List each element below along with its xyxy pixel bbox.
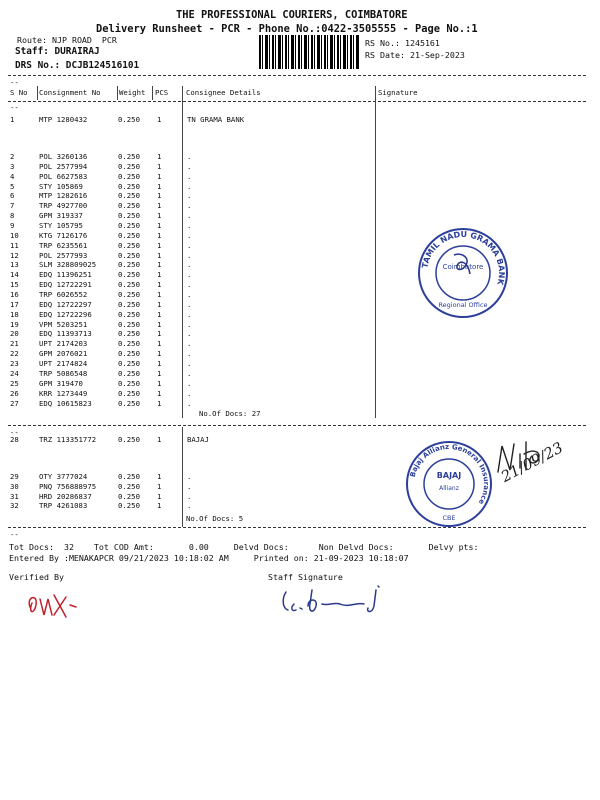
- row-consignment-no: UPT 2174203: [39, 339, 88, 349]
- row-sno: 31: [10, 491, 19, 501]
- consignee-dot: .: [187, 171, 192, 181]
- dash-mark: --: [10, 428, 19, 437]
- table-row: [0, 201, 600, 210]
- row-pcs: 1: [157, 230, 162, 240]
- row-consignment-no: EDQ 11393713: [39, 329, 92, 339]
- row-pcs: 1: [157, 161, 162, 171]
- row-pcs: 1: [157, 290, 162, 300]
- row-weight: 0.250: [118, 260, 140, 270]
- row-consignment-no: KTG 7126176: [39, 230, 88, 240]
- divider: [8, 425, 586, 426]
- row-consignment-no: STY 105869: [39, 181, 83, 191]
- divider: [8, 527, 586, 528]
- row-sno: 2: [10, 152, 15, 161]
- row-consignment-no: TRP 6026552: [39, 290, 88, 300]
- consignee-dot: .: [187, 388, 192, 398]
- col-sno: S No: [10, 88, 28, 97]
- row-consignment-no: EDQ 12722297: [39, 299, 92, 309]
- row-weight: 0.250: [118, 491, 140, 501]
- row-weight: 0.250: [118, 435, 140, 444]
- row-sno: 4: [10, 171, 15, 181]
- row-pcs: 1: [157, 260, 162, 270]
- col-consignment: Consignment No: [39, 88, 101, 97]
- row-pcs: 1: [157, 349, 162, 359]
- row-pcs: 1: [157, 171, 162, 181]
- row-sno: 26: [10, 388, 19, 398]
- row-weight: 0.250: [118, 230, 140, 240]
- row-consignment-no: UPT 2174824: [39, 359, 88, 369]
- row-consignment-no: TRP 4261083: [39, 501, 88, 511]
- consignee-dot: .: [187, 491, 192, 501]
- table-row: [0, 115, 600, 124]
- row-sno: 19: [10, 319, 19, 329]
- row-sno: 14: [10, 270, 19, 280]
- row-sno: 24: [10, 368, 19, 378]
- row-consignment-no: MTP 1280432: [39, 115, 88, 124]
- col-pcs: PCS: [155, 88, 169, 97]
- row-weight: 0.250: [118, 368, 140, 378]
- row-pcs: 1: [157, 359, 162, 369]
- col-rule: [37, 86, 38, 100]
- row-weight: 0.250: [118, 388, 140, 398]
- row-weight: 0.250: [118, 501, 140, 511]
- row-pcs: 1: [157, 115, 162, 124]
- bajaj-stamp: [403, 438, 495, 530]
- row-weight: 0.250: [118, 191, 140, 201]
- divider: [8, 75, 586, 76]
- row-sno: 3: [10, 161, 15, 171]
- row-sno: 29: [10, 472, 19, 481]
- row-consignment-no: TRP 4927700: [39, 201, 88, 211]
- row-consignment-no: GPM 319470: [39, 378, 83, 388]
- row-sno: 28: [10, 435, 19, 444]
- col-signature: Signature: [378, 88, 418, 97]
- barcode: [259, 35, 359, 69]
- table-row: [0, 162, 600, 171]
- row-pcs: 1: [157, 270, 162, 280]
- row-weight: 0.250: [118, 201, 140, 211]
- row-consignment-no: POL 6627583: [39, 171, 88, 181]
- row-weight: 0.250: [118, 378, 140, 388]
- row-weight: 0.250: [118, 270, 140, 280]
- row-consignment-no: OTY 3777024: [39, 472, 88, 481]
- staff-signature-label: Staff Signature: [268, 572, 343, 582]
- row-consignment-no: PNQ 756888975: [39, 481, 97, 491]
- row-sno: 23: [10, 359, 19, 369]
- row-weight: 0.250: [118, 240, 140, 250]
- consignee-name: TN GRAMA BANK: [187, 115, 245, 124]
- row-consignment-no: POL 3260136: [39, 152, 88, 161]
- row-consignment-no: STY 105795: [39, 221, 83, 231]
- consignee-dot: .: [187, 359, 192, 369]
- stamp-sub-text: Allianz: [439, 485, 459, 492]
- consignee-dot: .: [187, 472, 192, 481]
- dash-mark: --: [10, 103, 19, 112]
- entered-by: Entered By :MENAKAPCR 09/21/2023 10:18:02 AM Printed on: 21-09-2023 10:18:07: [9, 553, 409, 563]
- row-pcs: 1: [157, 398, 162, 408]
- table-row: [0, 359, 600, 368]
- row-weight: 0.250: [118, 329, 140, 339]
- consignee-dot: .: [187, 152, 192, 161]
- row-pcs: 1: [157, 299, 162, 309]
- consignee-dot: .: [187, 398, 192, 408]
- row-pcs: 1: [157, 221, 162, 231]
- docs-count: No.Of Docs: 5: [186, 514, 244, 523]
- table-row: [0, 369, 600, 378]
- row-consignment-no: GPM 319337: [39, 211, 83, 221]
- row-sno: 25: [10, 378, 19, 388]
- consignee-dot: .: [187, 339, 192, 349]
- row-pcs: 1: [157, 329, 162, 339]
- row-weight: 0.250: [118, 115, 140, 124]
- row-pcs: 1: [157, 491, 162, 501]
- row-weight: 0.250: [118, 181, 140, 191]
- row-pcs: 1: [157, 435, 162, 444]
- row-pcs: 1: [157, 211, 162, 221]
- consignee-dot: .: [187, 221, 192, 231]
- table-row: [0, 389, 600, 398]
- consignee-dot: .: [187, 161, 192, 171]
- handwritten-date: 21/09/23: [498, 438, 566, 486]
- route-label: Route: NJP ROAD PCR: [17, 35, 117, 45]
- row-sno: 10: [10, 230, 19, 240]
- consignee-dot: .: [187, 501, 192, 511]
- consignee-dot: .: [187, 240, 192, 250]
- row-weight: 0.250: [118, 349, 140, 359]
- row-weight: 0.250: [118, 359, 140, 369]
- row-consignment-no: SLM 328809025: [39, 260, 97, 270]
- row-pcs: 1: [157, 481, 162, 491]
- col-rule: [152, 86, 153, 100]
- table-row: [0, 172, 600, 181]
- consignee-dot: .: [187, 309, 192, 319]
- row-pcs: 1: [157, 368, 162, 378]
- dash-mark: --: [10, 78, 19, 87]
- stamp-bottom-text: CBE: [442, 514, 456, 522]
- stamp-ring-text: Bajaj Allianz General Insurance: [408, 442, 491, 506]
- row-pcs: 1: [157, 319, 162, 329]
- document-subtitle: Delivery Runsheet - PCR - Phone No.:0422-3505555 - Page No.:1: [96, 23, 478, 35]
- row-pcs: 1: [157, 378, 162, 388]
- handwritten-mark: [448, 250, 478, 280]
- stamp-center-text: Coimbatore: [442, 263, 484, 271]
- row-weight: 0.250: [118, 221, 140, 231]
- row-weight: 0.250: [118, 319, 140, 329]
- row-consignment-no: HRD 20286837: [39, 491, 92, 501]
- row-pcs: 1: [157, 250, 162, 260]
- row-sno: 6: [10, 191, 15, 201]
- row-weight: 0.250: [118, 472, 140, 481]
- row-pcs: 1: [157, 339, 162, 349]
- row-sno: 32: [10, 501, 19, 511]
- consignee-dot: .: [187, 191, 192, 201]
- row-sno: 21: [10, 339, 19, 349]
- table-row: [0, 379, 600, 388]
- table-row: [0, 182, 600, 191]
- row-weight: 0.250: [118, 309, 140, 319]
- row-sno: 12: [10, 250, 19, 260]
- consignee-dot: .: [187, 329, 192, 339]
- col-consignee: Consignee Details: [186, 88, 261, 97]
- dash-mark: --: [10, 530, 19, 539]
- row-pcs: 1: [157, 388, 162, 398]
- row-pcs: 1: [157, 309, 162, 319]
- row-sno: 27: [10, 398, 19, 408]
- docs-count: No.Of Docs: 27: [199, 409, 261, 418]
- consignee-name: BAJAJ: [187, 435, 209, 444]
- consignee-dot: .: [187, 201, 192, 211]
- row-pcs: 1: [157, 181, 162, 191]
- row-weight: 0.250: [118, 152, 140, 161]
- consignee-dot: .: [187, 270, 192, 280]
- table-row: [0, 152, 600, 161]
- row-sno: 11: [10, 240, 19, 250]
- col-rule: [117, 86, 118, 100]
- rs-number: RS No.: 1245161: [365, 38, 440, 48]
- row-consignment-no: EDQ 10615823: [39, 398, 92, 408]
- row-consignment-no: EDQ 12722296: [39, 309, 92, 319]
- consignee-dot: .: [187, 290, 192, 300]
- row-pcs: 1: [157, 191, 162, 201]
- consignee-dot: .: [187, 211, 192, 221]
- table-row: [0, 329, 600, 338]
- row-sno: 18: [10, 309, 19, 319]
- row-sno: 30: [10, 481, 19, 491]
- consignee-dot: .: [187, 378, 192, 388]
- consignee-dot: .: [187, 250, 192, 260]
- stamp-center-text: BAJAJ: [436, 471, 462, 480]
- row-pcs: 1: [157, 280, 162, 290]
- consignee-dot: .: [187, 260, 192, 270]
- row-pcs: 1: [157, 201, 162, 211]
- row-sno: 9: [10, 221, 15, 231]
- consignee-dot: .: [187, 280, 192, 290]
- row-weight: 0.250: [118, 290, 140, 300]
- row-sno: 20: [10, 329, 19, 339]
- totals-line: Tot Docs: 32 Tot COD Amt: 0.00 Delvd Docs: Non Delvd Docs: Delvy pts:: [9, 542, 479, 552]
- stamp-bottom-text: Regional Office: [438, 301, 488, 309]
- consignee-dot: .: [187, 368, 192, 378]
- row-sno: 13: [10, 260, 19, 270]
- consignee-dot: .: [187, 319, 192, 329]
- row-weight: 0.250: [118, 280, 140, 290]
- row-consignment-no: VPM 5203251: [39, 319, 88, 329]
- table-row: [0, 399, 600, 408]
- consignee-dot: .: [187, 481, 192, 491]
- row-sno: 17: [10, 299, 19, 309]
- rs-date: RS Date: 21-Sep-2023: [365, 50, 465, 60]
- row-weight: 0.250: [118, 250, 140, 260]
- row-weight: 0.250: [118, 299, 140, 309]
- divider: [8, 101, 586, 102]
- row-consignment-no: KRR 1273449: [39, 388, 88, 398]
- row-pcs: 1: [157, 501, 162, 511]
- row-sno: 1: [10, 115, 15, 124]
- row-weight: 0.250: [118, 398, 140, 408]
- row-sno: 16: [10, 290, 19, 300]
- consignee-dot: .: [187, 349, 192, 359]
- row-consignment-no: EDQ 12722291: [39, 280, 92, 290]
- verified-by-label: Verified By: [9, 572, 64, 582]
- row-consignment-no: POL 2577994: [39, 161, 88, 171]
- table-row: [0, 211, 600, 220]
- row-weight: 0.250: [118, 161, 140, 171]
- table-row: [0, 349, 600, 358]
- row-consignment-no: GPM 2076021: [39, 349, 88, 359]
- row-weight: 0.250: [118, 211, 140, 221]
- consignee-dot: .: [187, 230, 192, 240]
- row-weight: 0.250: [118, 481, 140, 491]
- row-consignment-no: TRZ 113351772: [39, 435, 97, 444]
- row-sno: 5: [10, 181, 15, 191]
- row-consignment-no: TRP 5086548: [39, 368, 88, 378]
- row-weight: 0.250: [118, 339, 140, 349]
- row-sno: 7: [10, 201, 15, 211]
- row-pcs: 1: [157, 240, 162, 250]
- row-pcs: 1: [157, 152, 162, 161]
- consignee-dot: .: [187, 181, 192, 191]
- stamp-ring-text: TAMIL NADU GRAMA BANK: [420, 229, 507, 286]
- staff-label: Staff: DURAIRAJ: [15, 46, 100, 57]
- verified-signature: [22, 585, 92, 625]
- drs-number: DRS No.: DCJB124516101: [15, 60, 140, 71]
- row-pcs: 1: [157, 472, 162, 481]
- row-consignment-no: POL 2577993: [39, 250, 88, 260]
- row-sno: 8: [10, 211, 15, 221]
- row-consignment-no: TRP 6235561: [39, 240, 88, 250]
- table-row: [0, 191, 600, 200]
- table-row: [0, 339, 600, 348]
- staff-signature: [278, 582, 398, 622]
- row-sno: 22: [10, 349, 19, 359]
- row-sno: 15: [10, 280, 19, 290]
- row-weight: 0.250: [118, 171, 140, 181]
- consignee-dot: .: [187, 299, 192, 309]
- row-consignment-no: MTP 1282616: [39, 191, 88, 201]
- col-weight: Weight: [119, 88, 146, 97]
- row-consignment-no: EDQ 11396251: [39, 270, 92, 280]
- document-title: THE PROFESSIONAL COURIERS, COIMBATORE: [176, 9, 408, 21]
